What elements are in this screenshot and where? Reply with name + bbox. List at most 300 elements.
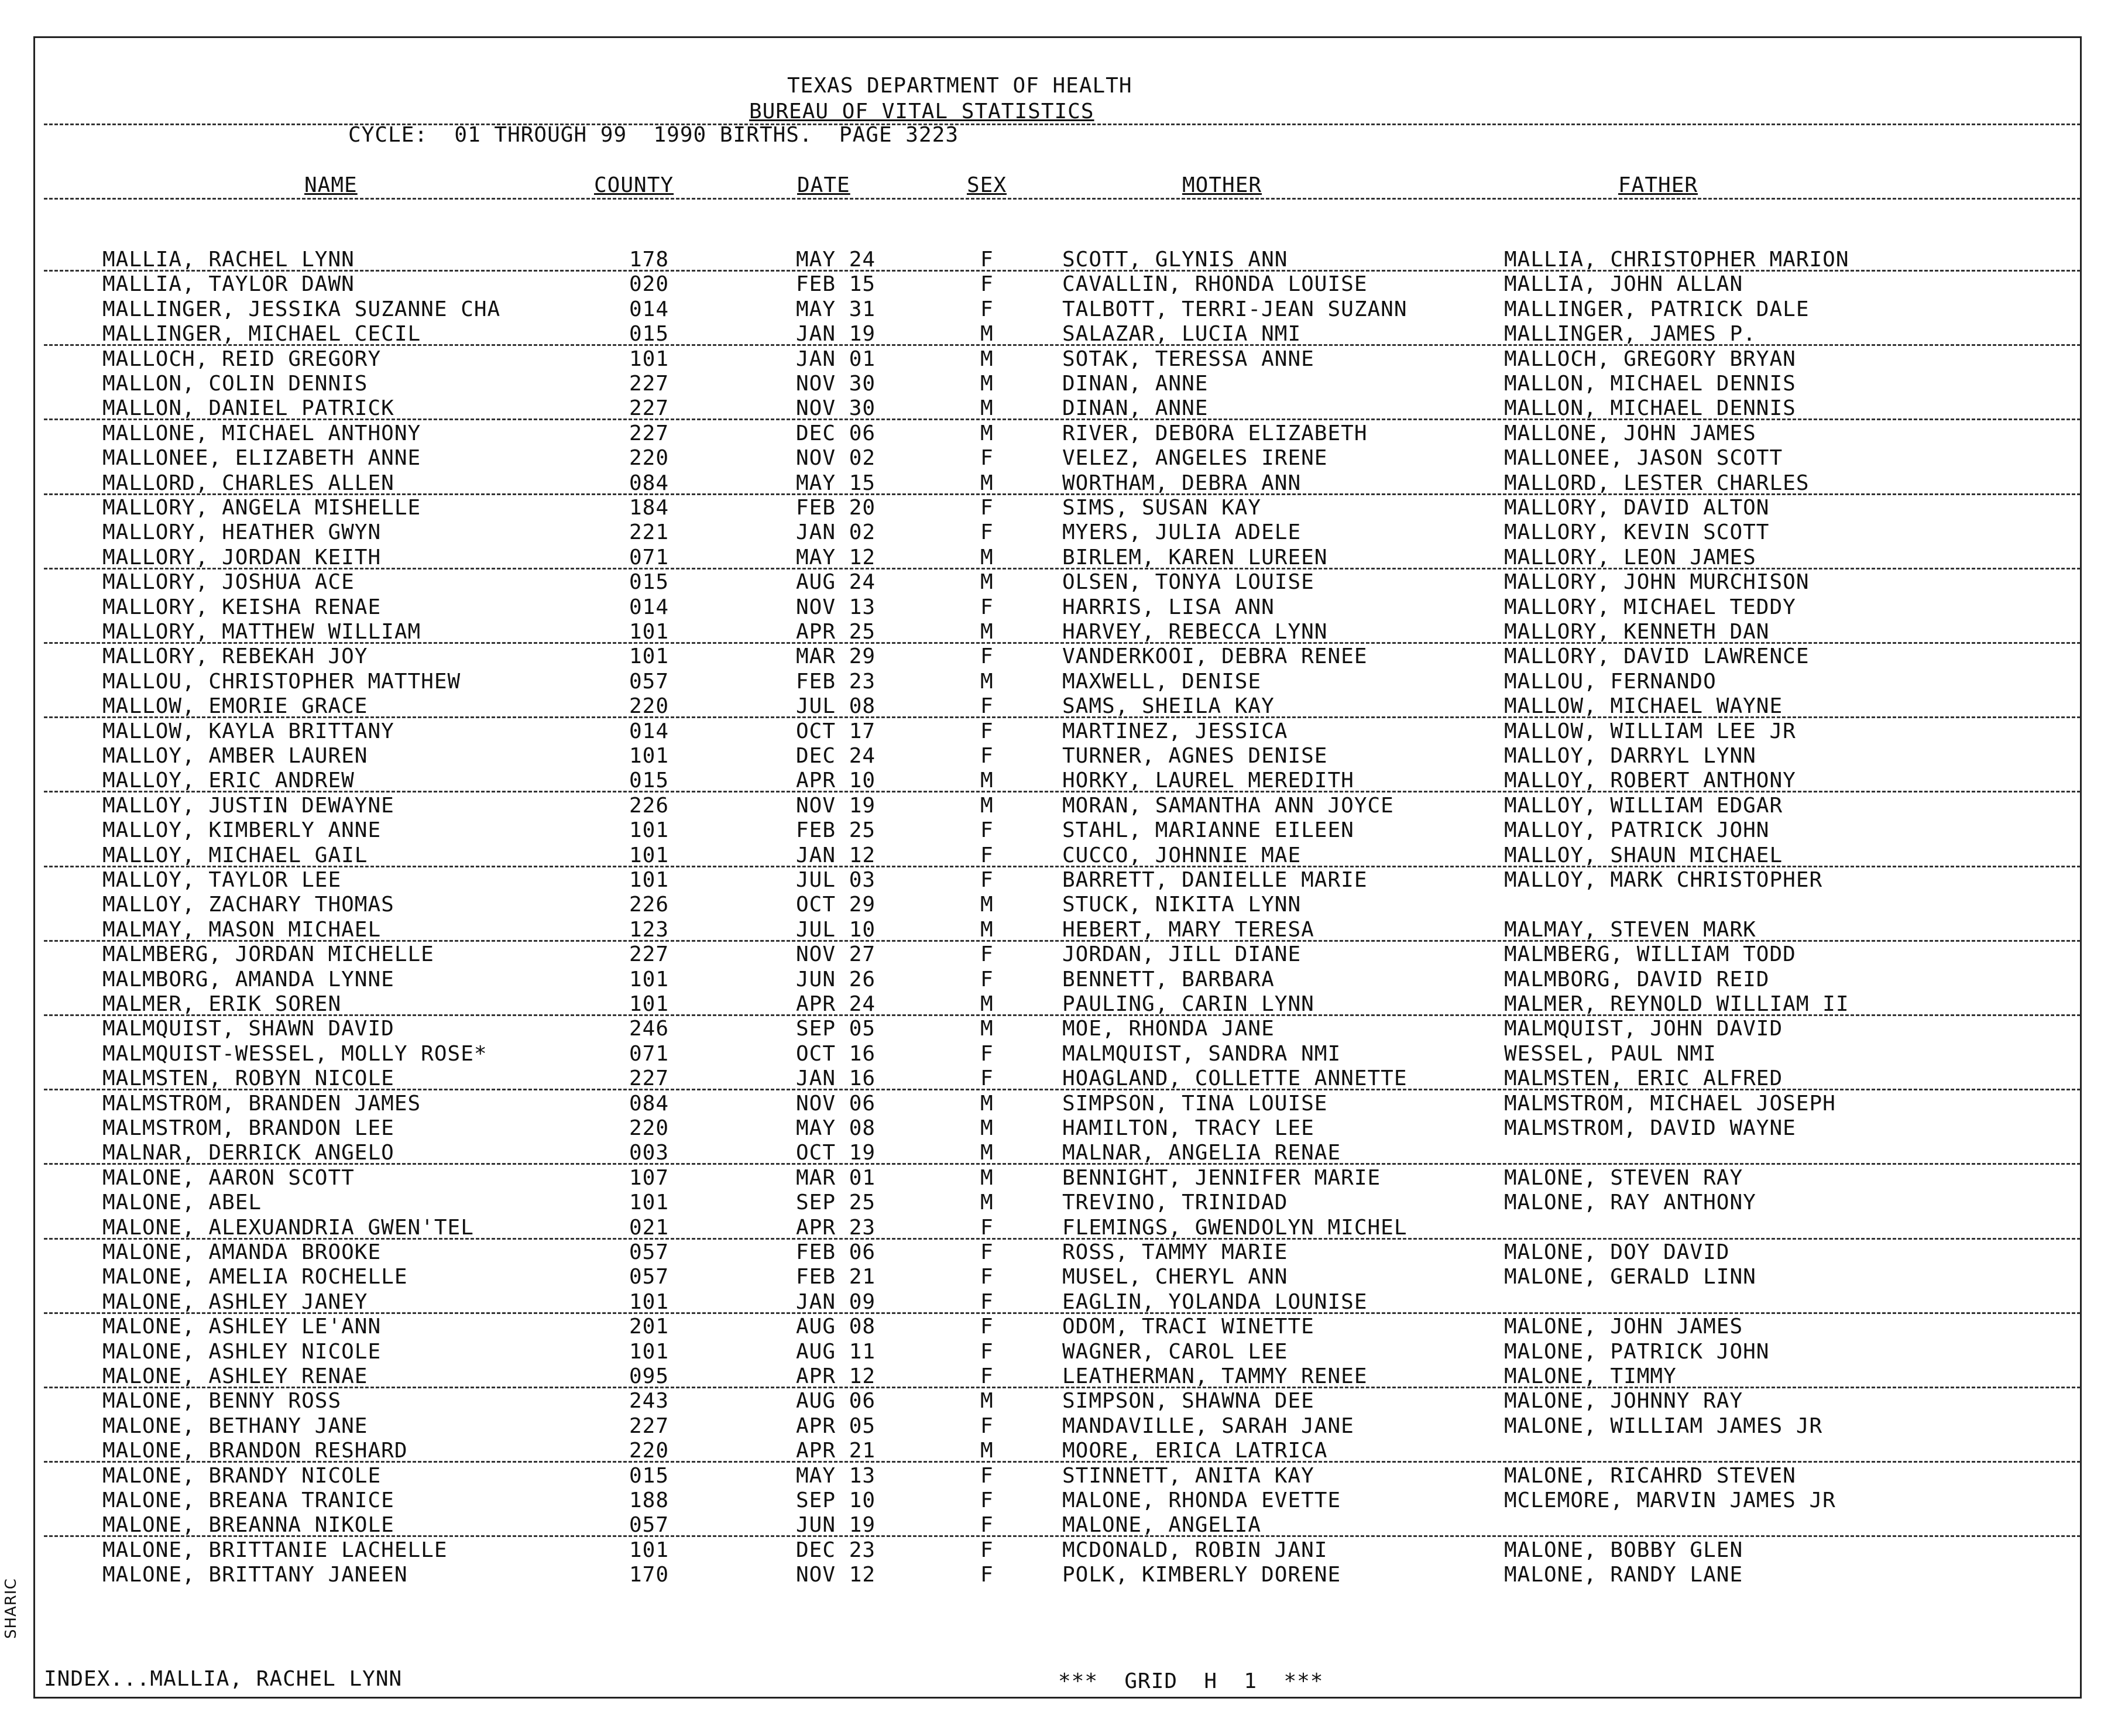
cell-date: JUL 08 bbox=[796, 694, 876, 719]
cell-father: MALLOY, WILLIAM EDGAR bbox=[1504, 793, 1783, 818]
cell-mother: SAMS, SHEILA KAY bbox=[1062, 694, 1275, 719]
header-bureau: BUREAU OF VITAL STATISTICS bbox=[749, 100, 1094, 123]
header-department: TEXAS DEPARTMENT OF HEALTH bbox=[787, 74, 1132, 98]
row-divider bbox=[44, 1014, 2081, 1016]
cell-date: MAR 29 bbox=[796, 644, 876, 669]
cell-mother: MALNAR, ANGELIA RENAE bbox=[1062, 1141, 1341, 1165]
table-row bbox=[0, 1414, 2118, 1439]
cell-sex: M bbox=[980, 793, 994, 818]
cell-county: 243 bbox=[629, 1389, 670, 1413]
cell-mother: POLK, KIMBERLY DORENE bbox=[1062, 1563, 1341, 1587]
table-row bbox=[0, 1513, 2118, 1538]
cell-mother: HEBERT, MARY TERESA bbox=[1062, 917, 1314, 942]
cell-date: AUG 06 bbox=[796, 1389, 876, 1413]
cell-sex: F bbox=[980, 272, 994, 297]
cell-name: MALLORD, CHARLES ALLEN bbox=[102, 471, 394, 495]
cell-mother: BARRETT, DANIELLE MARIE bbox=[1062, 868, 1368, 892]
cell-date: JAN 16 bbox=[796, 1066, 876, 1091]
cell-date: JAN 02 bbox=[796, 520, 876, 545]
cell-county: 015 bbox=[629, 570, 670, 595]
cell-mother: BENNETT, BARBARA bbox=[1062, 967, 1275, 991]
table-row bbox=[0, 1017, 2118, 1041]
cell-sex: F bbox=[980, 1339, 994, 1364]
table-row bbox=[0, 322, 2118, 346]
cell-sex: F bbox=[980, 1463, 994, 1488]
cell-county: 101 bbox=[629, 1339, 670, 1364]
cell-date: JUN 26 bbox=[796, 967, 876, 991]
cell-mother: HORKY, LAUREL MEREDITH bbox=[1062, 768, 1354, 793]
cell-county: 227 bbox=[629, 942, 670, 967]
cell-father: MALLIA, CHRISTOPHER MARION bbox=[1504, 248, 1849, 272]
cell-mother: HARRIS, LISA ANN bbox=[1062, 595, 1275, 619]
cell-sex: M bbox=[980, 620, 994, 644]
cell-sex: M bbox=[980, 545, 994, 569]
cell-mother: MOORE, ERICA LATRICA bbox=[1062, 1439, 1328, 1463]
row-divider bbox=[44, 493, 2081, 495]
cell-county: 057 bbox=[629, 1513, 670, 1538]
cell-name: MALONE, ASHLEY NICOLE bbox=[102, 1339, 382, 1364]
cell-father: MALLINGER, PATRICK DALE bbox=[1504, 297, 1810, 321]
cell-name: MALONE, BRANDY NICOLE bbox=[102, 1463, 382, 1488]
cell-sex: F bbox=[980, 1289, 994, 1314]
cell-mother: STUCK, NIKITA LYNN bbox=[1062, 893, 1302, 917]
table-row bbox=[0, 868, 2118, 893]
cell-mother: MANDAVILLE, SARAH JANE bbox=[1062, 1413, 1354, 1438]
cell-mother: SIMS, SUSAN KAY bbox=[1062, 496, 1262, 520]
column-header-mother: MOTHER bbox=[1182, 173, 1262, 197]
cell-mother: SIMPSON, SHAWNA DEE bbox=[1062, 1389, 1314, 1413]
cell-mother: ROSS, TAMMY MARIE bbox=[1062, 1240, 1288, 1264]
cell-name: MALLORY, ANGELA MISHELLE bbox=[102, 496, 421, 520]
cell-father: MALONE, JOHN JAMES bbox=[1504, 1315, 1743, 1339]
table-row bbox=[0, 520, 2118, 545]
cell-father: MALLOW, WILLIAM LEE JR bbox=[1504, 719, 1796, 743]
cell-father: MALMBERG, WILLIAM TODD bbox=[1504, 942, 1796, 967]
cell-mother: FLEMINGS, GWENDOLYN MICHEL bbox=[1062, 1215, 1408, 1240]
table-row bbox=[0, 620, 2118, 644]
cell-father: MALONE, RAY ANTHONY bbox=[1504, 1191, 1756, 1215]
cell-name: MALMQUIST-WESSEL, MOLLY ROSE* bbox=[102, 1041, 488, 1066]
column-header-divider bbox=[44, 198, 2081, 200]
cell-date: MAY 12 bbox=[796, 545, 876, 569]
cell-name: MALONE, BENNY ROSS bbox=[102, 1389, 342, 1413]
side-label: SHARIC bbox=[2, 1578, 20, 1639]
cell-sex: F bbox=[980, 744, 994, 768]
cell-sex: F bbox=[980, 1041, 994, 1066]
table-row bbox=[0, 644, 2118, 669]
cell-sex: F bbox=[980, 1364, 994, 1388]
cell-date: MAY 15 bbox=[796, 471, 876, 495]
cell-sex: M bbox=[980, 1389, 994, 1413]
column-header-father: FATHER bbox=[1618, 173, 1698, 197]
cell-sex: F bbox=[980, 1488, 994, 1512]
cell-county: 101 bbox=[629, 967, 670, 991]
cell-name: MALLORY, KEISHA RENAE bbox=[102, 595, 382, 619]
cell-date: JAN 01 bbox=[796, 346, 876, 371]
cell-father: MALLORY, DAVID ALTON bbox=[1504, 496, 1770, 520]
table-row bbox=[0, 1464, 2118, 1488]
cell-name: MALLIA, RACHEL LYNN bbox=[102, 248, 355, 272]
table-row bbox=[0, 768, 2118, 793]
cell-sex: M bbox=[980, 768, 994, 793]
cell-name: MALLOY, ERIC ANDREW bbox=[102, 768, 355, 793]
row-divider bbox=[44, 1163, 2081, 1165]
cell-county: 221 bbox=[629, 520, 670, 545]
cell-county: 015 bbox=[629, 322, 670, 346]
table-row bbox=[0, 545, 2118, 570]
cell-name: MALLORY, JORDAN KEITH bbox=[102, 545, 382, 569]
cell-date: NOV 27 bbox=[796, 942, 876, 967]
cell-date: DEC 23 bbox=[796, 1538, 876, 1562]
cell-date: JUL 10 bbox=[796, 917, 876, 942]
cell-sex: F bbox=[980, 1538, 994, 1562]
row-divider bbox=[44, 418, 2081, 420]
cell-sex: M bbox=[980, 1165, 994, 1190]
cell-name: MALLOY, AMBER LAUREN bbox=[102, 744, 368, 768]
cell-date: OCT 29 bbox=[796, 893, 876, 917]
cell-father: MALMQUIST, JOHN DAVID bbox=[1504, 1017, 1783, 1041]
cell-date: FEB 21 bbox=[796, 1265, 876, 1289]
table-row bbox=[0, 1141, 2118, 1165]
row-divider bbox=[44, 1089, 2081, 1090]
cell-sex: M bbox=[980, 917, 994, 942]
cell-date: FEB 25 bbox=[796, 818, 876, 843]
cell-sex: M bbox=[980, 893, 994, 917]
cell-county: 071 bbox=[629, 1041, 670, 1066]
cell-name: MALONE, ASHLEY JANEY bbox=[102, 1289, 368, 1314]
column-header-sex: SEX bbox=[967, 173, 1007, 197]
row-divider bbox=[44, 716, 2081, 718]
table-row bbox=[0, 719, 2118, 744]
cell-sex: F bbox=[980, 694, 994, 719]
table-row bbox=[0, 570, 2118, 595]
cell-sex: F bbox=[980, 843, 994, 867]
table-row bbox=[0, 1116, 2118, 1141]
cell-name: MALONE, BREANNA NIKOLE bbox=[102, 1513, 394, 1538]
cell-sex: F bbox=[980, 446, 994, 471]
table-row bbox=[0, 446, 2118, 471]
table-row bbox=[0, 1166, 2118, 1191]
cell-sex: M bbox=[980, 1116, 994, 1140]
cell-sex: M bbox=[980, 570, 994, 595]
cell-mother: MALMQUIST, SANDRA NMI bbox=[1062, 1041, 1341, 1066]
cell-county: 178 bbox=[629, 248, 670, 272]
cell-county: 220 bbox=[629, 694, 670, 719]
cell-date: OCT 16 bbox=[796, 1041, 876, 1066]
table-row bbox=[0, 1092, 2118, 1116]
cell-name: MALONE, BRITTANY JANEEN bbox=[102, 1563, 408, 1587]
cell-sex: F bbox=[980, 595, 994, 619]
cell-father: MALLORY, KENNETH DAN bbox=[1504, 620, 1770, 644]
cell-county: 227 bbox=[629, 372, 670, 396]
cell-mother: SCOTT, GLYNIS ANN bbox=[1062, 248, 1288, 272]
cell-date: AUG 08 bbox=[796, 1315, 876, 1339]
cell-date: JAN 12 bbox=[796, 843, 876, 867]
cell-county: 101 bbox=[629, 644, 670, 669]
cell-sex: F bbox=[980, 1563, 994, 1587]
cell-father: MALONE, PATRICK JOHN bbox=[1504, 1339, 1770, 1364]
cell-mother: CAVALLIN, RHONDA LOUISE bbox=[1062, 272, 1368, 297]
cell-mother: TREVINO, TRINIDAD bbox=[1062, 1191, 1288, 1215]
cell-date: FEB 23 bbox=[796, 669, 876, 694]
cell-father: MALLOY, SHAUN MICHAEL bbox=[1504, 843, 1783, 867]
table-row bbox=[0, 272, 2118, 297]
cell-sex: M bbox=[980, 396, 994, 421]
table-row bbox=[0, 1389, 2118, 1413]
cell-sex: M bbox=[980, 1141, 994, 1165]
cell-name: MALMBERG, JORDAN MICHELLE bbox=[102, 942, 434, 967]
cell-county: 014 bbox=[629, 595, 670, 619]
cell-father: MALMAY, STEVEN MARK bbox=[1504, 917, 1756, 942]
cell-county: 170 bbox=[629, 1563, 670, 1587]
table-row bbox=[0, 918, 2118, 942]
cell-county: 057 bbox=[629, 669, 670, 694]
cell-sex: M bbox=[980, 1017, 994, 1041]
cell-county: 188 bbox=[629, 1488, 670, 1512]
cell-father: MALLON, MICHAEL DENNIS bbox=[1504, 372, 1796, 396]
cell-name: MALMQUIST, SHAWN DAVID bbox=[102, 1017, 394, 1041]
cell-name: MALLOY, TAYLOR LEE bbox=[102, 868, 342, 892]
cell-father: MALONE, GERALD LINN bbox=[1504, 1265, 1756, 1289]
table-row bbox=[0, 1340, 2118, 1364]
cell-name: MALLOY, KIMBERLY ANNE bbox=[102, 818, 382, 843]
table-row bbox=[0, 794, 2118, 818]
cell-mother: MARTINEZ, JESSICA bbox=[1062, 719, 1288, 743]
cell-name: MALONE, ALEXUANDRIA GWEN'TEL bbox=[102, 1215, 474, 1240]
cell-date: AUG 24 bbox=[796, 570, 876, 595]
cell-mother: MOE, RHONDA JANE bbox=[1062, 1017, 1275, 1041]
cell-date: JAN 19 bbox=[796, 322, 876, 346]
cell-county: 246 bbox=[629, 1017, 670, 1041]
cell-county: 101 bbox=[629, 818, 670, 843]
cell-mother: BENNIGHT, JENNIFER MARIE bbox=[1062, 1165, 1381, 1190]
cell-county: 220 bbox=[629, 1116, 670, 1140]
cell-mother: DINAN, ANNE bbox=[1062, 396, 1209, 421]
cell-sex: F bbox=[980, 1215, 994, 1240]
cell-date: SEP 10 bbox=[796, 1488, 876, 1512]
cell-mother: BIRLEM, KAREN LUREEN bbox=[1062, 545, 1328, 569]
cell-date: NOV 13 bbox=[796, 595, 876, 619]
table-row bbox=[0, 1315, 2118, 1339]
cell-county: 123 bbox=[629, 917, 670, 942]
cell-date: NOV 30 bbox=[796, 396, 876, 421]
cell-date: APR 10 bbox=[796, 768, 876, 793]
table-row bbox=[0, 992, 2118, 1017]
cell-name: MALLOY, JUSTIN DEWAYNE bbox=[102, 793, 394, 818]
cell-name: MALONE, AMELIA ROCHELLE bbox=[102, 1265, 408, 1289]
cell-mother: HAMILTON, TRACY LEE bbox=[1062, 1116, 1314, 1140]
row-divider bbox=[44, 1312, 2081, 1314]
column-header-date: DATE bbox=[797, 173, 850, 197]
cell-father: MALONE, WILLIAM JAMES JR bbox=[1504, 1413, 1823, 1438]
row-divider bbox=[44, 568, 2081, 569]
table-row bbox=[0, 396, 2118, 421]
cell-sex: F bbox=[980, 719, 994, 743]
cell-date: SEP 05 bbox=[796, 1017, 876, 1041]
cell-father: MALONE, JOHNNY RAY bbox=[1504, 1389, 1743, 1413]
cell-date: JAN 09 bbox=[796, 1289, 876, 1314]
cell-sex: F bbox=[980, 1315, 994, 1339]
cell-name: MALLINGER, MICHAEL CECIL bbox=[102, 322, 421, 346]
cell-mother: WAGNER, CAROL LEE bbox=[1062, 1339, 1288, 1364]
cell-date: FEB 06 bbox=[796, 1240, 876, 1264]
cell-name: MALLOCH, REID GREGORY bbox=[102, 346, 382, 371]
cell-name: MALLORY, MATTHEW WILLIAM bbox=[102, 620, 421, 644]
table-row bbox=[0, 1290, 2118, 1315]
cell-date: NOV 12 bbox=[796, 1563, 876, 1587]
cell-county: 020 bbox=[629, 272, 670, 297]
row-divider bbox=[44, 344, 2081, 346]
cell-county: 227 bbox=[629, 396, 670, 421]
cell-county: 101 bbox=[629, 1538, 670, 1562]
header-cycle: CYCLE: 01 THROUGH 99 1990 BIRTHS. PAGE 3223 bbox=[348, 123, 959, 147]
cell-date: APR 12 bbox=[796, 1364, 876, 1388]
cell-county: 226 bbox=[629, 893, 670, 917]
cell-mother: DINAN, ANNE bbox=[1062, 372, 1209, 396]
cell-mother: JORDAN, JILL DIANE bbox=[1062, 942, 1302, 967]
cell-father: WESSEL, PAUL NMI bbox=[1504, 1041, 1717, 1066]
cell-county: 014 bbox=[629, 297, 670, 321]
row-divider bbox=[44, 1535, 2081, 1537]
cell-mother: SIMPSON, TINA LOUISE bbox=[1062, 1091, 1328, 1116]
cell-date: APR 24 bbox=[796, 992, 876, 1016]
cell-mother: HARVEY, REBECCA LYNN bbox=[1062, 620, 1328, 644]
cell-father: MALLORY, LEON JAMES bbox=[1504, 545, 1756, 569]
cell-county: 101 bbox=[629, 744, 670, 768]
cell-date: MAY 08 bbox=[796, 1116, 876, 1140]
cell-father: MALLIA, JOHN ALLAN bbox=[1504, 272, 1743, 297]
row-divider bbox=[44, 270, 2081, 272]
cell-county: 227 bbox=[629, 1066, 670, 1091]
cell-sex: F bbox=[980, 1240, 994, 1264]
cell-father: MALLON, MICHAEL DENNIS bbox=[1504, 396, 1796, 421]
cell-sex: M bbox=[980, 992, 994, 1016]
row-divider bbox=[44, 1461, 2081, 1463]
cell-date: OCT 19 bbox=[796, 1141, 876, 1165]
cell-mother: MAXWELL, DENISE bbox=[1062, 669, 1262, 694]
cell-sex: F bbox=[980, 1513, 994, 1538]
cell-mother: MUSEL, CHERYL ANN bbox=[1062, 1265, 1288, 1289]
column-header-county: COUNTY bbox=[594, 173, 674, 197]
table-row bbox=[0, 421, 2118, 446]
cell-father: MALMSTEN, ERIC ALFRED bbox=[1504, 1066, 1783, 1091]
cell-date: JUL 03 bbox=[796, 868, 876, 892]
cell-date: APR 25 bbox=[796, 620, 876, 644]
cell-father: MALLORY, DAVID LAWRENCE bbox=[1504, 644, 1810, 669]
cell-sex: F bbox=[980, 248, 994, 272]
table-row bbox=[0, 1488, 2118, 1513]
cell-name: MALONE, ASHLEY LE'ANN bbox=[102, 1315, 382, 1339]
table-row bbox=[0, 818, 2118, 843]
cell-mother: HOAGLAND, COLLETTE ANNETTE bbox=[1062, 1066, 1408, 1091]
cell-date: FEB 20 bbox=[796, 496, 876, 520]
cell-father: MALMSTROM, DAVID WAYNE bbox=[1504, 1116, 1796, 1140]
cell-sex: M bbox=[980, 1191, 994, 1215]
table-row bbox=[0, 496, 2118, 520]
table-row bbox=[0, 1066, 2118, 1091]
cell-name: MALONE, ABEL bbox=[102, 1191, 262, 1215]
table-row bbox=[0, 1265, 2118, 1289]
cell-father: MALLOY, MARK CHRISTOPHER bbox=[1504, 868, 1823, 892]
cell-father: MALONE, RICAHRD STEVEN bbox=[1504, 1463, 1796, 1488]
cell-name: MALMAY, MASON MICHAEL bbox=[102, 917, 382, 942]
cell-county: 095 bbox=[629, 1364, 670, 1388]
cell-father: MALLOY, ROBERT ANTHONY bbox=[1504, 768, 1796, 793]
row-divider bbox=[44, 1387, 2081, 1388]
cell-sex: M bbox=[980, 322, 994, 346]
cell-name: MALONE, ASHLEY RENAE bbox=[102, 1364, 368, 1388]
cell-name: MALLOW, EMORIE GRACE bbox=[102, 694, 368, 719]
cell-father: MCLEMORE, MARVIN JAMES JR bbox=[1504, 1488, 1836, 1512]
cell-date: NOV 30 bbox=[796, 372, 876, 396]
cell-father: MALLORY, KEVIN SCOTT bbox=[1504, 520, 1770, 545]
cell-county: 101 bbox=[629, 992, 670, 1016]
cell-date: MAY 24 bbox=[796, 248, 876, 272]
cell-father: MALMER, REYNOLD WILLIAM II bbox=[1504, 992, 1849, 1016]
cell-county: 071 bbox=[629, 545, 670, 569]
cell-father: MALONE, DOY DAVID bbox=[1504, 1240, 1730, 1264]
cell-county: 021 bbox=[629, 1215, 670, 1240]
cell-sex: F bbox=[980, 818, 994, 843]
cell-sex: F bbox=[980, 1066, 994, 1091]
table-row bbox=[0, 1240, 2118, 1265]
table-row bbox=[0, 1563, 2118, 1587]
cell-name: MALLORY, REBEKAH JOY bbox=[102, 644, 368, 669]
row-divider bbox=[44, 866, 2081, 867]
cell-mother: EAGLIN, YOLANDA LOUNISE bbox=[1062, 1289, 1368, 1314]
cell-date: APR 21 bbox=[796, 1439, 876, 1463]
cell-name: MALLORY, JOSHUA ACE bbox=[102, 570, 355, 595]
column-header-name: NAME bbox=[304, 173, 358, 197]
table-row bbox=[0, 248, 2118, 272]
cell-county: 057 bbox=[629, 1240, 670, 1264]
cell-county: 107 bbox=[629, 1165, 670, 1190]
cell-mother: STINNETT, ANITA KAY bbox=[1062, 1463, 1314, 1488]
cell-father: MALLOCH, GREGORY BRYAN bbox=[1504, 346, 1796, 371]
cell-sex: M bbox=[980, 669, 994, 694]
cell-date: NOV 06 bbox=[796, 1091, 876, 1116]
cell-mother: MORAN, SAMANTHA ANN JOYCE bbox=[1062, 793, 1394, 818]
cell-date: MAY 31 bbox=[796, 297, 876, 321]
cell-name: MALONE, AARON SCOTT bbox=[102, 1165, 355, 1190]
cell-father: MALONE, RANDY LANE bbox=[1504, 1563, 1743, 1587]
cell-sex: F bbox=[980, 1413, 994, 1438]
cell-mother: TALBOTT, TERRI-JEAN SUZANN bbox=[1062, 297, 1408, 321]
footer-index: INDEX...MALLIA, RACHEL LYNN bbox=[44, 1667, 403, 1691]
cell-name: MALONE, BRITTANIE LACHELLE bbox=[102, 1538, 448, 1562]
cell-mother: VANDERKOOI, DEBRA RENEE bbox=[1062, 644, 1368, 669]
cell-date: APR 23 bbox=[796, 1215, 876, 1240]
cell-county: 101 bbox=[629, 620, 670, 644]
cell-mother: MALONE, RHONDA EVETTE bbox=[1062, 1488, 1341, 1512]
cell-sex: M bbox=[980, 346, 994, 371]
cell-sex: M bbox=[980, 1091, 994, 1116]
table-row bbox=[0, 1216, 2118, 1240]
row-divider bbox=[44, 940, 2081, 942]
cell-name: MALLONE, MICHAEL ANTHONY bbox=[102, 421, 421, 445]
cell-mother: VELEZ, ANGELES IRENE bbox=[1062, 446, 1328, 471]
cell-mother: MALONE, ANGELIA bbox=[1062, 1513, 1262, 1538]
cell-date: AUG 11 bbox=[796, 1339, 876, 1364]
cell-father: MALLOU, FERNANDO bbox=[1504, 669, 1717, 694]
cell-county: 220 bbox=[629, 446, 670, 471]
cell-date: MAY 13 bbox=[796, 1463, 876, 1488]
table-row bbox=[0, 471, 2118, 496]
cell-county: 014 bbox=[629, 719, 670, 743]
cell-mother: SALAZAR, LUCIA NMI bbox=[1062, 322, 1302, 346]
cell-name: MALONE, AMANDA BROOKE bbox=[102, 1240, 382, 1264]
cell-county: 220 bbox=[629, 1439, 670, 1463]
